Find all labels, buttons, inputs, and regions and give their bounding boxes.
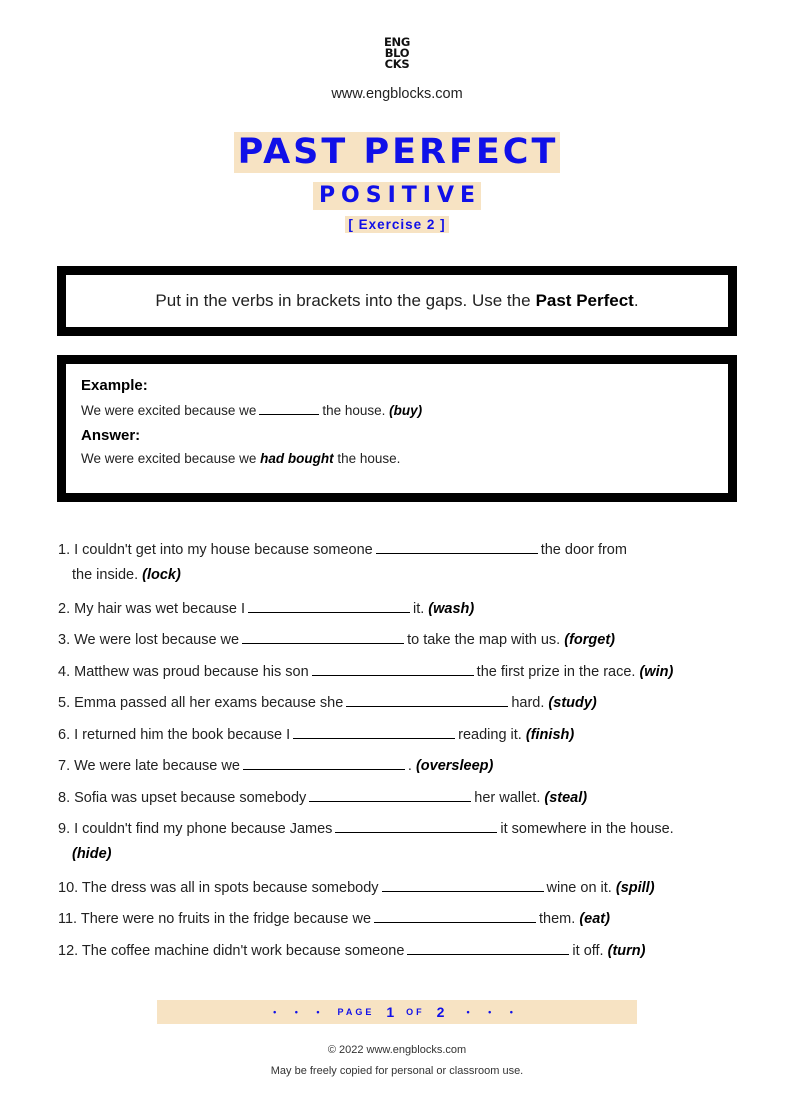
- question-text-after: the first prize in the race.: [476, 664, 636, 680]
- question-11: [58, 909, 610, 927]
- question-2: [58, 599, 474, 617]
- example-box: [57, 355, 737, 502]
- instructions-bold: Past Perfect: [535, 291, 634, 310]
- verb-hint: (study): [548, 695, 597, 711]
- question-text-after: it somewhere in the house.: [500, 821, 674, 837]
- question-text-after: hard.: [511, 695, 545, 711]
- question-text-after: wine on it.: [546, 880, 612, 896]
- answer-blank[interactable]: [382, 878, 544, 892]
- question-text-after: her wallet.: [474, 790, 541, 806]
- logo-line: ENG: [383, 35, 411, 49]
- logo-line: CKS: [384, 57, 410, 71]
- page-word: PAGE: [337, 1007, 375, 1017]
- question-text: 10. The dress was all in spots because somebody: [58, 880, 379, 896]
- question-text-cont: the inside.: [72, 567, 139, 583]
- example-after: the house.: [322, 403, 386, 418]
- answer-label: Answer:: [81, 427, 141, 444]
- engblocks-logo: [0, 37, 794, 70]
- exercise-label: [ Exercise 2 ]: [345, 216, 448, 233]
- decor-dots-right: • • •: [466, 1007, 521, 1017]
- answer-bold: had bought: [260, 451, 334, 466]
- question-text: 8. Sofia was upset because somebody: [58, 790, 307, 806]
- verb-hint: (oversleep): [415, 758, 494, 774]
- answer-before: We were excited because we: [81, 451, 257, 466]
- verb-hint: (hide): [72, 846, 112, 862]
- decor-dots-left: • • •: [273, 1007, 328, 1017]
- answer-blank[interactable]: [242, 630, 404, 644]
- answer-blank[interactable]: [309, 788, 471, 802]
- instructions-text: Put in the verbs in brackets into the gaps. Use the: [155, 291, 531, 310]
- question-text: 9. I couldn't find my phone because James: [58, 821, 333, 837]
- example-sentence: [81, 401, 728, 418]
- question-text: 11. There were no fruits in the fridge because we: [58, 911, 372, 927]
- question-1: [58, 540, 627, 558]
- question-text-after: it.: [412, 601, 425, 617]
- question-9-continued: [72, 846, 111, 862]
- answer-blank[interactable]: [248, 599, 410, 613]
- of-word: OF: [406, 1007, 425, 1017]
- answer-blank[interactable]: [346, 693, 508, 707]
- answer-blank[interactable]: [312, 662, 474, 676]
- answer-blank[interactable]: [243, 756, 405, 770]
- question-text: 2. My hair was wet because I: [58, 601, 245, 617]
- question-text-after: reading it.: [458, 727, 522, 743]
- question-1-continued: [72, 567, 181, 583]
- question-text: 7. We were late because we: [58, 758, 240, 774]
- answer-blank[interactable]: [293, 725, 455, 739]
- answer-sentence: [81, 451, 728, 466]
- site-url: www.engblocks.com: [331, 86, 463, 102]
- question-7: [58, 756, 493, 774]
- question-text-after: the door from: [540, 542, 627, 558]
- verb-hint: (win): [639, 664, 674, 680]
- question-12: [58, 941, 645, 959]
- question-8: [58, 788, 587, 806]
- question-9: [58, 819, 674, 837]
- question-10: [58, 878, 655, 896]
- instructions-box: [57, 266, 737, 336]
- verb-hint: (lock): [142, 567, 181, 583]
- verb-hint: (eat): [579, 911, 610, 927]
- answer-blank[interactable]: [335, 819, 497, 833]
- question-text-after: them.: [539, 911, 576, 927]
- verb-hint: (wash): [428, 601, 475, 617]
- question-text: 6. I returned him the book because I: [58, 727, 291, 743]
- verb-hint: (finish): [525, 727, 575, 743]
- answer-blank[interactable]: [407, 941, 569, 955]
- question-text-after: .: [407, 758, 412, 774]
- example-hint: (buy): [389, 403, 423, 418]
- license-note: May be freely copied for personal or classroom use.: [270, 1065, 524, 1077]
- question-text: 1. I couldn't get into my house because someone: [58, 542, 373, 558]
- copyright: © 2022 www.engblocks.com: [327, 1044, 467, 1056]
- verb-hint: (steal): [544, 790, 588, 806]
- example-label: Example:: [81, 377, 148, 394]
- question-3: [58, 630, 615, 648]
- question-text: 12. The coffee machine didn't work because someone: [58, 943, 405, 959]
- question-text: 3. We were lost because we: [58, 632, 240, 648]
- page-total: 2: [436, 1004, 445, 1020]
- verb-hint: (spill): [615, 880, 655, 896]
- instructions-end: .: [633, 291, 639, 310]
- answer-blank[interactable]: [374, 909, 536, 923]
- question-6: [58, 725, 574, 743]
- page-subtitle: POSITIVE: [313, 182, 481, 210]
- question-5: [58, 693, 597, 711]
- logo-line: BLO: [384, 46, 410, 60]
- page-indicator: [157, 1000, 637, 1024]
- verb-hint: (forget): [564, 632, 615, 648]
- question-text: 4. Matthew was proud because his son: [58, 664, 309, 680]
- page-title: PAST PERFECT: [234, 132, 561, 173]
- page-number: 1: [386, 1004, 395, 1020]
- example-before: We were excited because we: [81, 403, 257, 418]
- answer-after: the house.: [337, 451, 401, 466]
- verb-hint: (turn): [607, 943, 646, 959]
- question-text: 5. Emma passed all her exams because she: [58, 695, 344, 711]
- question-4: [58, 662, 673, 680]
- answer-blank[interactable]: [376, 540, 538, 554]
- question-text-after: to take the map with us.: [407, 632, 561, 648]
- example-blank: [259, 401, 319, 415]
- question-text-after: it off.: [572, 943, 604, 959]
